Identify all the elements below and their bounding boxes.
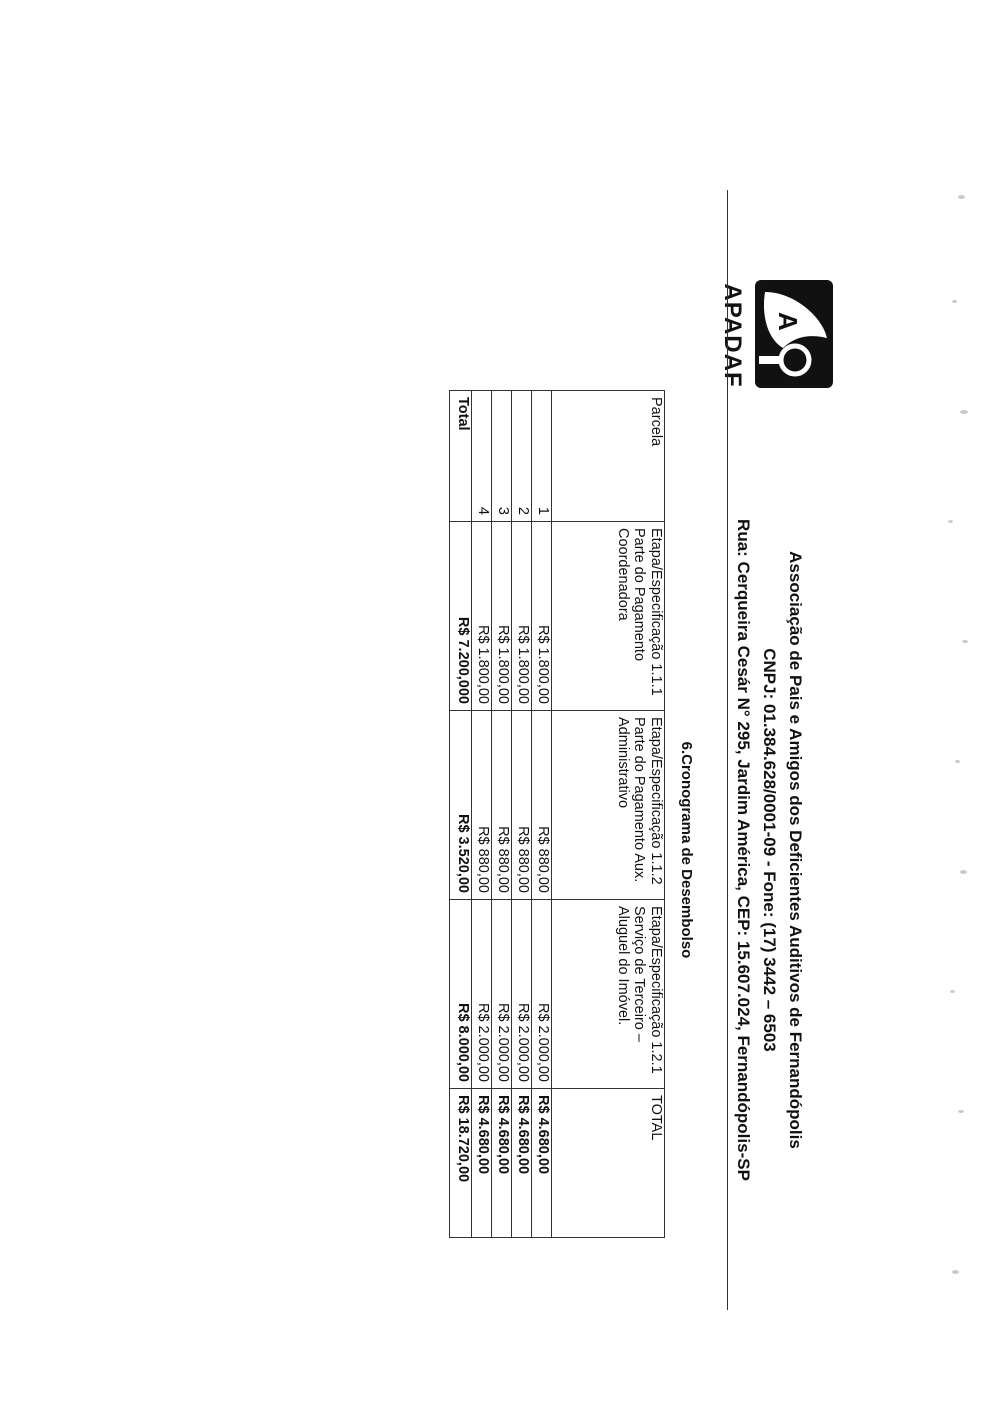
value-cell: R$ 2.000,00 <box>472 900 492 1089</box>
parcela-cell: 2 <box>512 391 532 522</box>
value-cell: R$ 1.800,00 <box>472 522 492 711</box>
total-cell: R$ 4.680,00 <box>512 1089 532 1238</box>
parcela-cell: 4 <box>472 391 492 522</box>
value-cell: R$ 880,00 <box>532 711 552 900</box>
total-cell: R$ 4.680,00 <box>492 1089 512 1238</box>
total-value-cell: R$ 3.520,00 <box>450 711 472 900</box>
table-total-row <box>450 391 472 1238</box>
svg-text:A: A <box>773 312 803 331</box>
table-header-row <box>552 391 665 1238</box>
header-aluguel: Etapa/Especificação 1.2.1 Serviço de Terceiro – Aluguel do Imóvel. <box>552 900 665 1089</box>
cnpj-phone: CNPJ: 01.384.628/0001-09 - Fone: (17) 3442 – 6503 <box>760 648 779 1052</box>
table-row <box>472 391 492 1238</box>
logo-text: APADAF <box>719 283 746 388</box>
value-cell: R$ 1.800,00 <box>512 522 532 711</box>
parcela-cell: 1 <box>532 391 552 522</box>
address: Rua: Cerqueira Cesár N° 295, Jardim América, CEP: 15.607.024, Fernandópolis-SP <box>734 519 753 1181</box>
value-cell: R$ 880,00 <box>492 711 512 900</box>
header-divider <box>727 190 728 1310</box>
value-cell: R$ 2.000,00 <box>492 900 512 1089</box>
value-cell: R$ 880,00 <box>512 711 532 900</box>
header-coordenadora: Etapa/Especificação 1.1.1 Parte do Pagamento Coordenadora <box>552 522 665 711</box>
table-row <box>512 391 532 1238</box>
rotated-document <box>395 190 835 1310</box>
table-row <box>492 391 512 1238</box>
logo <box>718 278 835 393</box>
value-cell: R$ 1.800,00 <box>492 522 512 711</box>
value-cell: R$ 2.000,00 <box>512 900 532 1089</box>
table-row <box>532 391 552 1238</box>
total-cell: R$ 4.680,00 <box>532 1089 552 1238</box>
apadaf-logo-icon <box>753 278 835 390</box>
grand-total-cell: R$ 18.720,00 <box>450 1089 472 1238</box>
parcela-cell: 3 <box>492 391 512 522</box>
disbursement-table <box>449 390 665 1238</box>
header-aux-administrativo: Etapa/Especificação 1.1.2 Parte do Pagamento Aux. Administrativo <box>552 711 665 900</box>
total-label: Total <box>450 391 472 522</box>
value-cell: R$ 880,00 <box>472 711 492 900</box>
header-total: TOTAL <box>552 1089 665 1238</box>
header-parcela: Parcela <box>552 391 665 522</box>
total-value-cell: R$ 8.000,00 <box>450 900 472 1089</box>
total-value-cell: R$ 7.200,000 <box>450 522 472 711</box>
value-cell: R$ 2.000,00 <box>532 900 552 1089</box>
value-cell: R$ 1.800,00 <box>532 522 552 711</box>
total-cell: R$ 4.680,00 <box>472 1089 492 1238</box>
organization-name: Associação de Pais e Amigos dos Deficientes Auditivos de Fernandópolis <box>786 551 805 1149</box>
section-title: 6.Cronograma de Desembolso <box>678 741 695 959</box>
